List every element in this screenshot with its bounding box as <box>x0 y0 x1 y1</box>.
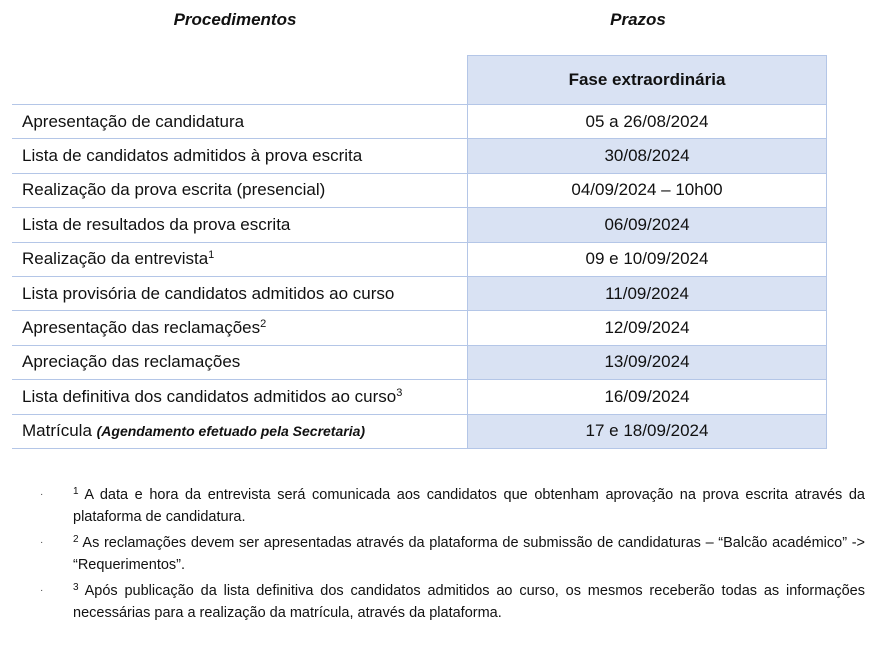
bullet-icon: · <box>40 489 44 500</box>
phase-title: Fase extraordinária <box>468 56 827 105</box>
footnote-number: 1 <box>73 486 79 497</box>
footnote-text: Após publicação da lista definitiva dos candidatos admitidos ao curso, os mesmos receberão todas as informações necessárias para a realização da matrícula, através da plataforma. <box>73 583 865 621</box>
bullet-icon: · <box>40 537 44 548</box>
header-prazos: Prazos <box>610 10 666 29</box>
procedure-cell <box>12 242 468 276</box>
deadline-cell: 06/09/2024 <box>468 208 827 242</box>
deadline-cell: 13/09/2024 <box>468 345 827 379</box>
procedure-cell <box>12 414 468 448</box>
deadline-cell: 05 a 26/08/2024 <box>468 105 827 139</box>
footnote-item <box>40 580 865 624</box>
table-row <box>12 139 827 173</box>
table-row <box>12 414 827 448</box>
procedure-label: Matrícula <box>22 421 97 441</box>
blank-cell <box>12 56 468 105</box>
footnote-item <box>40 484 865 528</box>
deadline-cell: 16/09/2024 <box>468 380 827 414</box>
footnote-text: A data e hora da entrevista será comunicada aos candidatos que obtenham aprovação na prova escrita através da plataforma de candidatura. <box>73 487 865 525</box>
procedure-cell <box>12 380 468 414</box>
table-row <box>12 380 827 414</box>
table-row <box>12 173 827 207</box>
deadline-cell: 04/09/2024 – 10h00 <box>468 173 827 207</box>
procedure-note: (Agendamento efetuado pela Secretaria) <box>96 423 366 440</box>
procedure-label: Lista de candidatos admitidos à prova escrita <box>22 146 363 166</box>
footnote-number: 3 <box>73 582 79 593</box>
procedure-cell <box>12 173 468 207</box>
procedure-label: Lista de resultados da prova escrita <box>22 214 291 234</box>
deadline-cell: 12/09/2024 <box>468 311 827 345</box>
procedure-cell <box>12 345 468 379</box>
table-row <box>12 242 827 276</box>
footnote-number: 2 <box>73 534 79 545</box>
procedure-label: Realização da entrevista <box>22 249 209 269</box>
table-row <box>12 345 827 379</box>
bullet-icon: · <box>40 585 44 596</box>
header-procedimentos: Procedimentos <box>173 10 297 29</box>
table-row <box>12 311 827 345</box>
procedure-label: Lista definitiva dos candidatos admitidos ao curso <box>22 386 397 406</box>
deadline-cell: 11/09/2024 <box>468 276 827 310</box>
table-row <box>12 208 827 242</box>
footnote-ref: 2 <box>260 318 267 331</box>
table-row <box>12 276 827 310</box>
deadline-cell: 30/08/2024 <box>468 139 827 173</box>
procedure-cell <box>12 208 468 242</box>
procedure-label: Apresentação de candidatura <box>22 111 245 131</box>
deadline-cell: 09 e 10/09/2024 <box>468 242 827 276</box>
footnote-text: As reclamações devem ser apresentadas através da plataforma de submissão de candidaturas – “Balcão académico” -> “Requerimentos”. <box>73 535 865 573</box>
procedure-cell <box>12 105 468 139</box>
procedure-cell <box>12 311 468 345</box>
deadline-cell: 17 e 18/09/2024 <box>468 414 827 448</box>
procedure-cell <box>12 276 468 310</box>
procedure-label: Apresentação das reclamações <box>22 318 261 338</box>
footnote-item <box>40 532 865 576</box>
procedure-cell <box>12 139 468 173</box>
procedure-label: Realização da prova escrita (presencial) <box>22 180 326 200</box>
schedule-table <box>12 55 827 449</box>
footnote-ref: 3 <box>396 386 403 399</box>
procedure-label: Apreciação das reclamações <box>22 352 241 372</box>
footnotes-list <box>40 484 865 628</box>
table-row <box>12 105 827 139</box>
footnote-ref: 1 <box>208 249 215 262</box>
procedure-label: Lista provisória de candidatos admitidos ao curso <box>22 283 395 303</box>
phase-header-row <box>12 56 827 105</box>
